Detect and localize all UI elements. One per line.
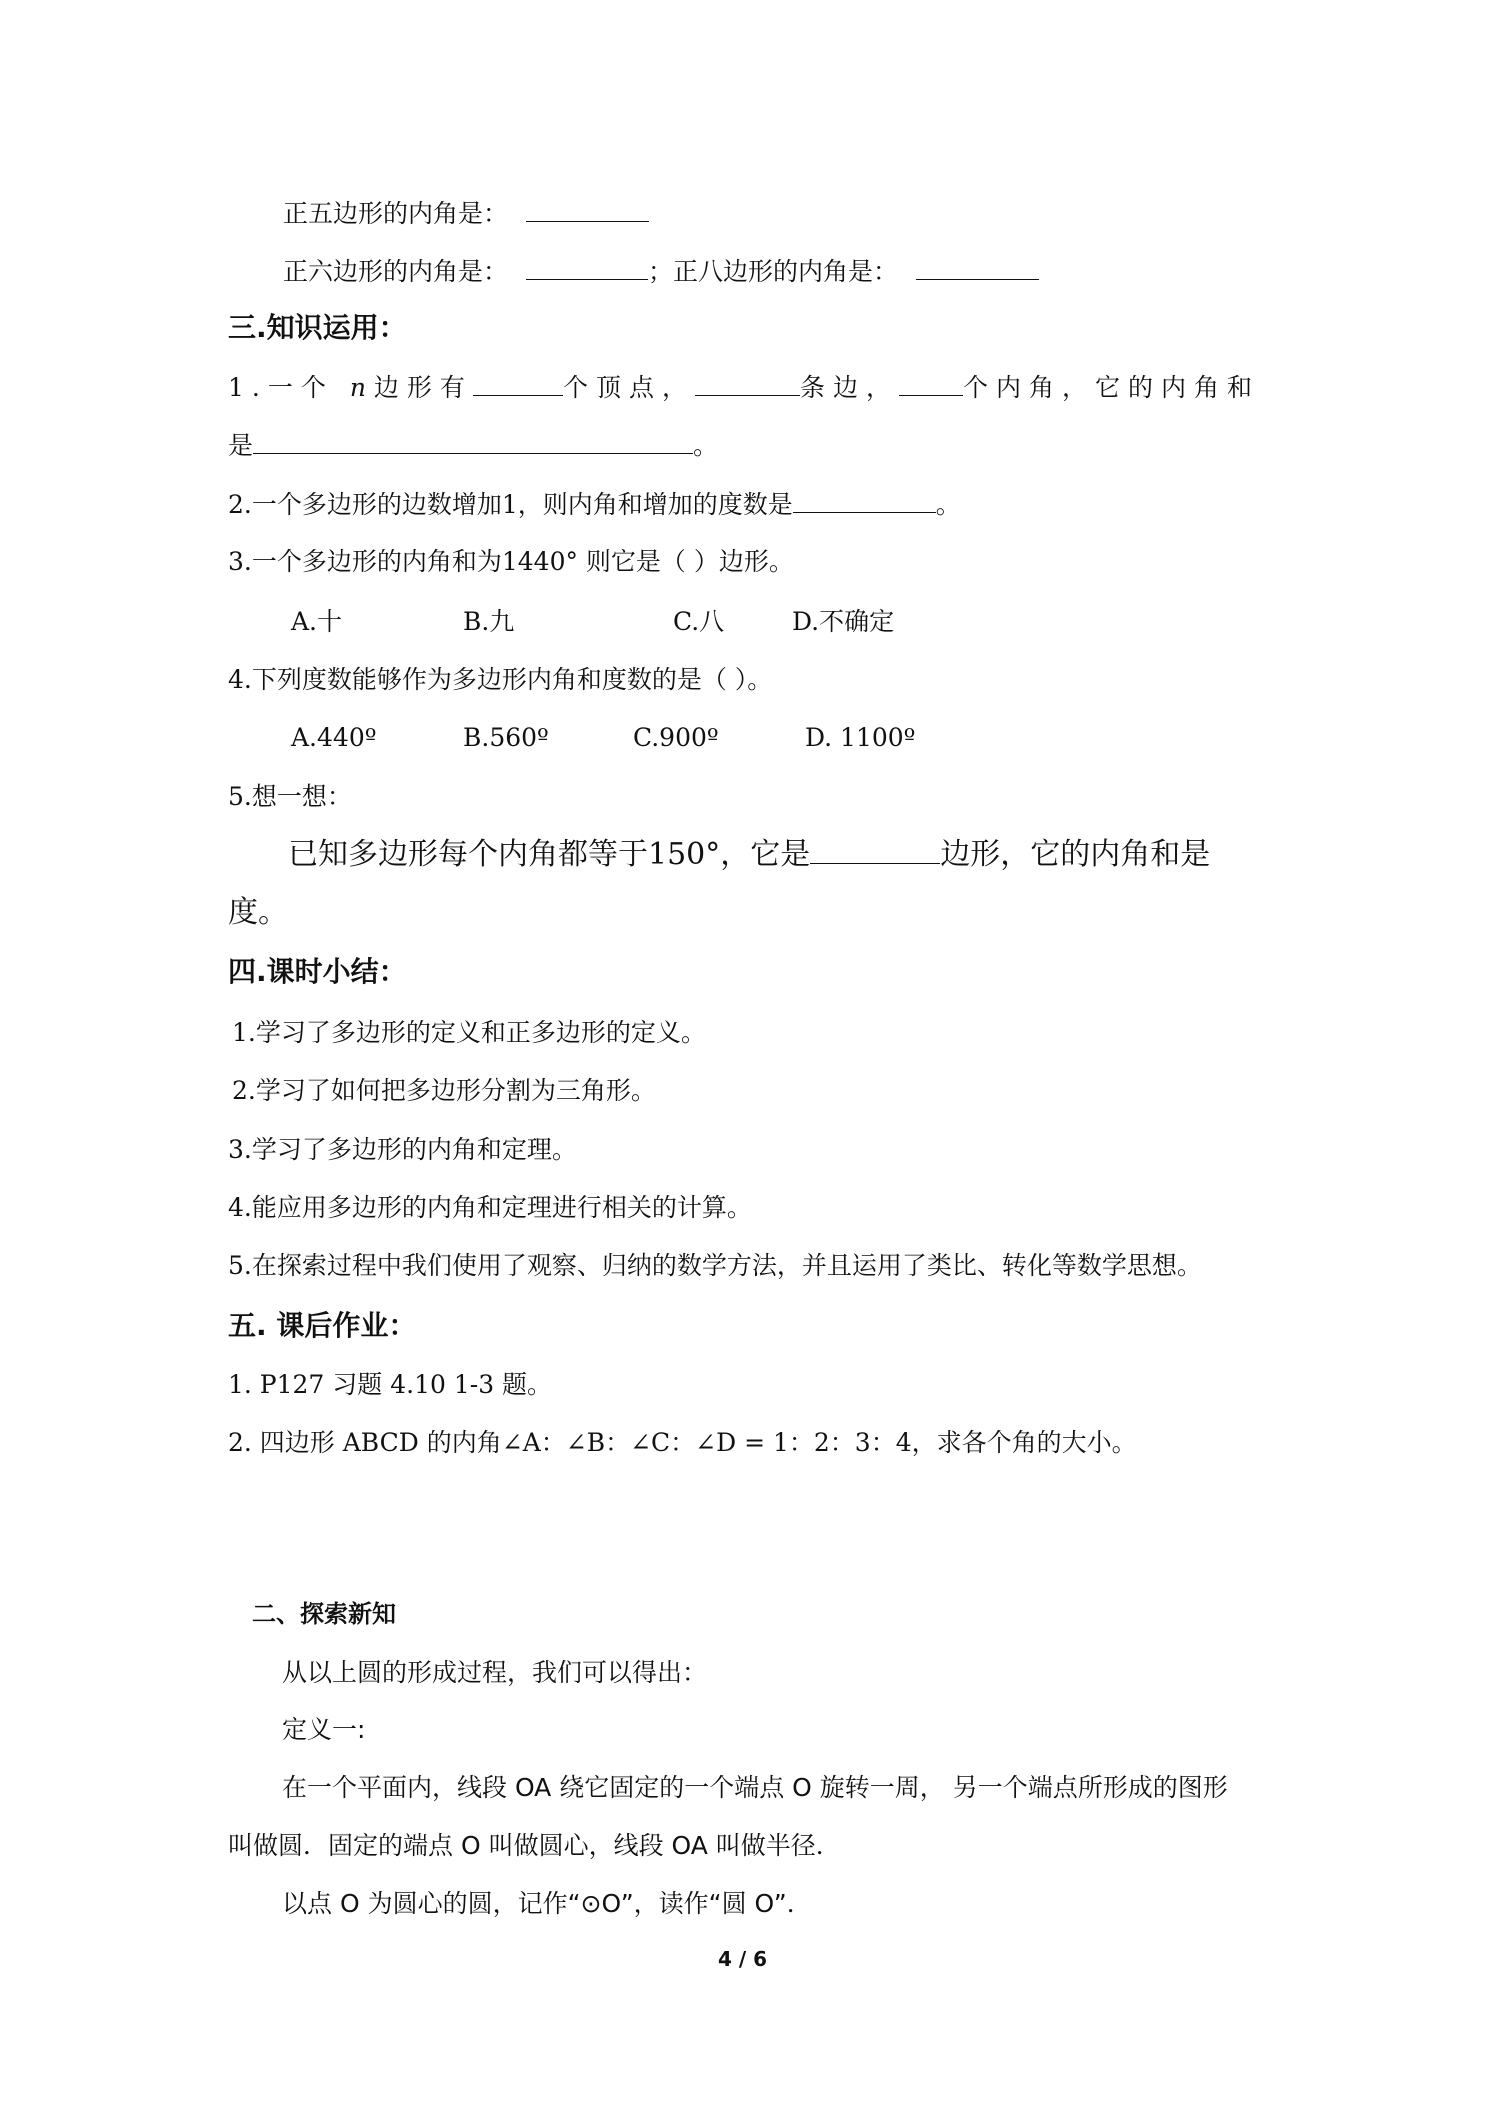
q2-text: 2.一个多边形的边数增加1，则内角和增加的度数是	[228, 490, 793, 519]
q1-n: n	[349, 373, 374, 402]
pentagon-line	[283, 198, 649, 230]
q2-line	[228, 489, 961, 521]
q3-option-d: D.不确定	[792, 607, 895, 636]
q4-text: 4.下列度数能够作为多边形内角和度数的是（ ）。	[228, 665, 773, 694]
pentagon-label: 正五边形的内角是：	[283, 199, 509, 228]
q3-option-a: A.十	[291, 607, 343, 636]
summary-item-3: 3.学习了多边形的内角和定理。	[228, 1135, 577, 1164]
explore-p5: 以点 O 为圆心的圆，记作“⊙O”，读作“圆 O”．	[282, 1889, 812, 1918]
q1-blank-vertices[interactable]	[473, 373, 563, 396]
q1-text-c: 个顶点，	[562, 373, 695, 402]
q5-blank[interactable]	[810, 835, 940, 864]
q5-text-b: 边形，它的内角和是	[940, 837, 1211, 872]
explore-p4: 叫做圆．固定的端点 O 叫做圆心，线段 OA 叫做半径．	[228, 1831, 841, 1860]
q1-end: 。	[693, 431, 719, 460]
explore-p2: 定义一:	[282, 1715, 366, 1744]
explore-p1: 从以上圆的形成过程，我们可以得出：	[282, 1658, 708, 1687]
q5-text: 5.想一想：	[228, 782, 352, 811]
homework-item-2: 2. 四边形 ABCD 的内角∠A：∠B：∠C：∠D = 1：2：3：4，求各个角的大小。	[228, 1428, 1137, 1457]
q1-blank-angles[interactable]	[899, 373, 963, 396]
q4-option-a: A.440º	[291, 723, 377, 752]
q3-option-b: B.九	[463, 607, 515, 636]
q1-line1	[228, 372, 1260, 404]
q5-line1	[288, 835, 1210, 875]
section5-title: 五. 课后作业：	[228, 1309, 417, 1342]
q1-text-d: 条边，	[799, 373, 899, 402]
summary-item-2: 2.学习了如何把多边形分割为三角形。	[232, 1076, 656, 1105]
hexagon-label: 正六边形的内角是：	[283, 257, 509, 286]
hexagon-blank[interactable]	[526, 257, 648, 280]
section4-title: 四.课时小结：	[228, 955, 407, 988]
page-number: 4 / 6	[718, 1947, 768, 1971]
q2-blank[interactable]	[793, 490, 936, 513]
q1-text-b: 边形有	[373, 373, 473, 402]
explore-title: 二、探索新知	[252, 1600, 396, 1628]
q1-line2	[228, 430, 718, 462]
octagon-label: ；正八边形的内角是：	[648, 257, 899, 286]
summary-item-4: 4.能应用多边形的内角和定理进行相关的计算。	[228, 1193, 752, 1222]
q1-text-a: 1.一个	[228, 373, 334, 402]
q4-option-c: C.900º	[633, 723, 719, 752]
q1-blank-sum[interactable]	[253, 431, 693, 454]
summary-item-5: 5.在探索过程中我们使用了观察、归纳的数学方法，并且运用了类比、转化等数学思想。	[228, 1251, 1202, 1280]
q5-text-a: 已知多边形每个内角都等于150°，它是	[288, 837, 811, 872]
hexagon-line	[283, 256, 1039, 288]
q2-end: 。	[935, 490, 961, 519]
section3-title: 三.知识运用：	[228, 311, 407, 344]
q1-blank-sides[interactable]	[695, 373, 800, 396]
q1-text-e: 个内角，它的内角和	[962, 373, 1260, 402]
q5-line2: 度。	[228, 895, 288, 930]
pentagon-blank[interactable]	[526, 199, 649, 222]
summary-item-1: 1.学习了多边形的定义和正多边形的定义。	[232, 1018, 706, 1047]
q1-text-f: 是	[228, 431, 254, 460]
homework-item-1: 1. P127 习题 4.10 1-3 题。	[228, 1370, 553, 1399]
octagon-blank[interactable]	[916, 257, 1039, 280]
explore-p3: 在一个平面内，线段 OA 绕它固定的一个端点 O 旋转一周， 另一个端点所形成的图形	[282, 1773, 1228, 1802]
q4-option-b: B.560º	[463, 723, 549, 752]
q3-option-c: C.八	[673, 607, 725, 636]
q3-text: 3.一个多边形的内角和为1440° 则它是（ ）边形。	[228, 547, 794, 576]
q4-option-d: D. 1100º	[805, 723, 916, 752]
